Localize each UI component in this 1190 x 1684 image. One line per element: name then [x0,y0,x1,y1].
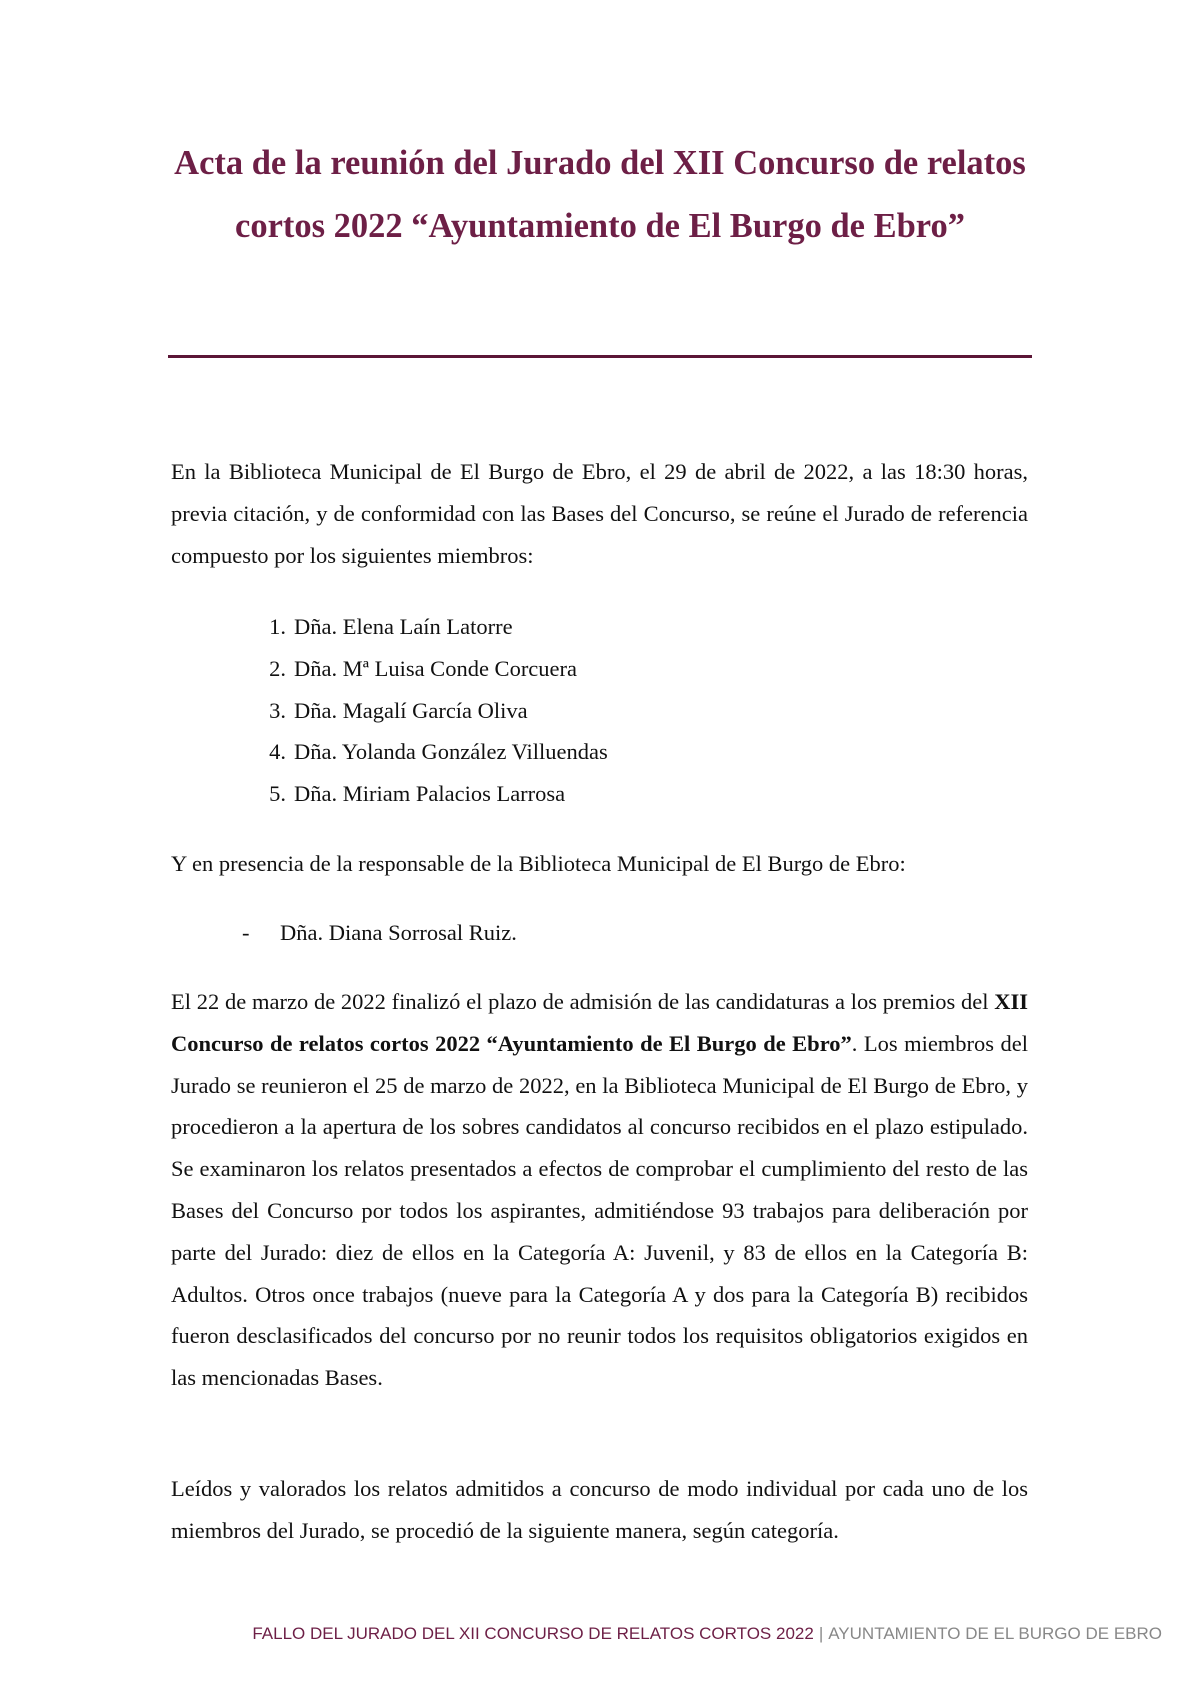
closing-paragraph: Leídos y valorados los relatos admitidos a concurso de modo individual por cada uno de los miembros del Jurado, se procedió de la siguiente manera, según categoría. [171,1476,1028,1543]
footer-organization: AYUNTAMIENTO DE EL BURGO DE EBRO [828,1624,1162,1643]
admission-text-start: El 22 de marzo de 2022 finalizó el plazo de admisión de las candidaturas a los premios del [171,989,995,1014]
page-footer [252,1624,1162,1644]
list-item [242,690,608,732]
list-number: 3. [269,697,286,723]
contest-name-bold: XII Concurso de relatos cortos 2022 “Ayuntamiento de El Burgo de Ebro” [171,989,1028,1056]
title-divider [168,355,1032,358]
list-number: 2. [269,655,286,681]
intro-paragraph: En la Biblioteca Municipal de El Burgo de Ebro, el 29 de abril de 2022, a las 18:30 horas, previa citación, y de conformidad con las Bases del Concurso, se reúne el Jurado de referencia compuesto por los siguientes miembros: [171,459,1028,568]
member-name: Dña. Mª Luisa Conde Corcuera [294,655,578,681]
list-number: 5. [269,781,286,807]
list-item [242,731,608,773]
librarian-name: Dña. Diana Sorrosal Ruiz. [280,920,517,945]
admission-paragraph [171,981,1028,1399]
list-number: 4. [269,739,286,765]
presence-paragraph: Y en presencia de la responsable de la Biblioteca Municipal de El Burgo de Ebro: [171,851,906,876]
document-title: Acta de la reunión del Jurado del XII Concurso de relatos cortos 2022 “Ayuntamiento de El Burgo de Ebro” [174,144,1026,245]
bullet-dash: - [242,920,250,945]
list-item [242,773,608,815]
list-item [242,606,608,648]
librarian-item [242,912,517,954]
admission-text-end: . Los miembros del Jurado se reunieron el 25 de marzo de 2022, en la Biblioteca Municipal de El Burgo de Ebro, y procedieron a la apertura de los sobres candidatos al concurso recibidos en el plazo estipulado. Se examinaron los relatos presentados a efectos de comprobar el cumplimiento del resto de las Bases del Concurso por todos los aspirantes, admitiéndose 93 trabajos para deliberación por parte del Jurado: diez de ellos en la Categoría A: Juvenil, y 83 de ellos en la Categoría B: Adultos. Otros once trabajos (nueve para la Categoría A y dos para la Categoría B) recibidos fueron desclasificados del concurso por no reunir todos los requisitos obligatorios exigidos en las mencionadas Bases. [171,1030,1028,1391]
member-name: Dña. Miriam Palacios Larrosa [294,781,566,807]
footer-title: FALLO DEL JURADO DEL XII CONCURSO DE RELATOS CORTOS 2022 [252,1624,814,1643]
member-name: Dña. Magalí García Oliva [294,697,528,723]
member-name: Dña. Elena Laín Latorre [294,614,513,639]
jury-members-list [242,606,608,815]
member-name: Dña. Yolanda González Villuendas [294,739,608,765]
footer-separator: | [818,1624,824,1643]
list-number: 1. [269,614,286,639]
list-item [242,648,608,690]
